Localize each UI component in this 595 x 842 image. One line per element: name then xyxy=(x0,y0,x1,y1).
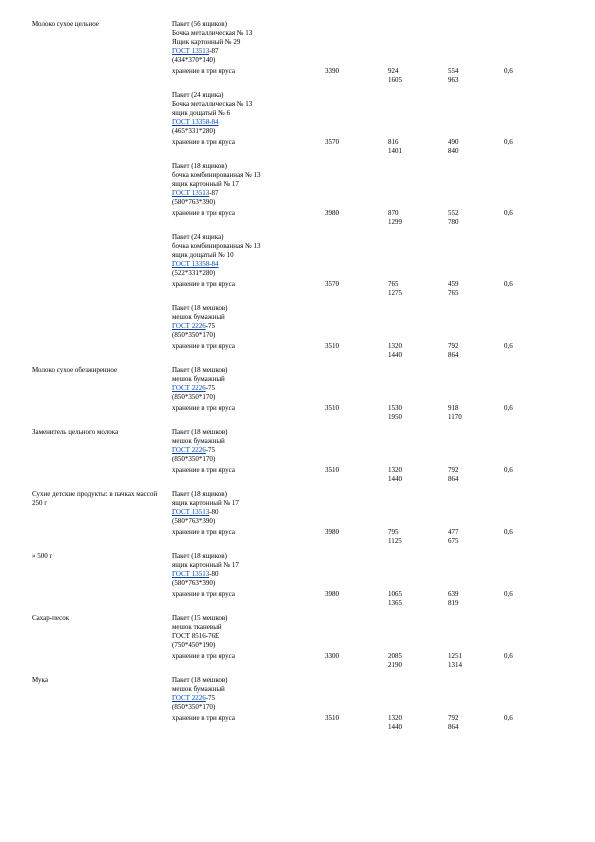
package-line: ГОСТ 8516-76Е xyxy=(172,632,220,640)
mass-1-top: 870 xyxy=(388,209,399,217)
area-value: 3570 xyxy=(325,138,339,146)
package-description xyxy=(172,162,312,207)
gost-year: -75 xyxy=(205,322,216,330)
mass-1-top: 816 xyxy=(388,138,399,146)
area-value: 3510 xyxy=(325,404,339,412)
mass-2-bottom: 780 xyxy=(448,218,459,226)
package-line: Пакет (18 ящиков) xyxy=(172,162,227,170)
package-line: Пакет (56 ящиков) xyxy=(172,20,227,28)
mass-2-bottom: 819 xyxy=(448,599,459,607)
storage-method: хранение в три яруса xyxy=(172,67,235,75)
height-value: 0,6 xyxy=(504,714,513,722)
mass-column-1 xyxy=(388,404,402,422)
height-value: 0,6 xyxy=(504,138,513,146)
mass-1-top: 1320 xyxy=(388,466,402,474)
package-line: Пакет (18 мешков) xyxy=(172,428,228,436)
package-dimensions: (580*763*390) xyxy=(172,579,216,587)
gost-line xyxy=(172,47,312,56)
mass-2-bottom: 675 xyxy=(448,537,459,545)
gost-standard-link[interactable]: ГОСТ 13358-84 xyxy=(172,260,219,268)
mass-1-top: 1065 xyxy=(388,590,402,598)
storage-method: хранение в три яруса xyxy=(172,466,235,474)
package-dimensions: (580*763*390) xyxy=(172,517,216,525)
area-value: 3300 xyxy=(325,652,339,660)
storage-method: хранение в три яруса xyxy=(172,528,235,536)
mass-column-2 xyxy=(448,652,462,670)
storage-method: хранение в три яруса xyxy=(172,280,235,288)
mass-2-bottom: 1170 xyxy=(448,413,462,421)
mass-column-2 xyxy=(448,404,462,422)
gost-line xyxy=(172,118,312,127)
height-value: 0,6 xyxy=(504,466,513,474)
mass-2-top: 477 xyxy=(448,528,459,536)
mass-2-bottom: 864 xyxy=(448,723,459,731)
gost-standard-link[interactable]: ГОСТ 13513 xyxy=(172,508,210,516)
package-line: Пакет (18 мешков) xyxy=(172,304,228,312)
gost-year: -87 xyxy=(209,189,219,197)
package-line: ящик картонный № 17 xyxy=(172,180,239,188)
product-name: Сахар-песок xyxy=(32,614,70,622)
gost-line xyxy=(172,446,312,455)
gost-line xyxy=(172,570,312,579)
gost-standard-link[interactable]: ГОСТ 2226 xyxy=(172,322,206,330)
package-line: Пакет (24 ящика) xyxy=(172,91,224,99)
storage-method: хранение в три яруса xyxy=(172,209,235,217)
package-line: мешок бумажный xyxy=(172,313,225,321)
package-dimensions: (850*350*170) xyxy=(172,331,216,339)
package-description xyxy=(172,91,312,136)
mass-2-top: 792 xyxy=(448,342,459,350)
gost-standard-link[interactable]: ГОСТ 13513 xyxy=(172,47,210,55)
mass-2-top: 639 xyxy=(448,590,459,598)
package-line: Пакет (24 ящика) xyxy=(172,233,224,241)
mass-column-2 xyxy=(448,280,459,298)
mass-1-bottom: 1401 xyxy=(388,147,402,155)
product-name: Молоко сухое обезжиренное xyxy=(32,366,118,374)
mass-1-top: 924 xyxy=(388,67,399,75)
height-value: 0,6 xyxy=(504,528,513,536)
package-line: мешок бумажный xyxy=(172,375,225,383)
mass-2-top: 792 xyxy=(448,466,459,474)
package-line: ящик картонный № 17 xyxy=(172,499,239,507)
area-value: 3510 xyxy=(325,466,339,474)
height-value: 0,6 xyxy=(504,652,513,660)
gost-year: -87 xyxy=(209,47,219,55)
mass-2-top: 918 xyxy=(448,404,459,412)
mass-2-top: 459 xyxy=(448,280,459,288)
mass-2-top: 552 xyxy=(448,209,459,217)
gost-standard-link[interactable]: ГОСТ 13513 xyxy=(172,570,210,578)
package-line: мешок тканевый xyxy=(172,623,222,631)
package-line: Бочка металлическая № 13 xyxy=(172,29,253,37)
area-value: 3980 xyxy=(325,528,339,536)
mass-2-top: 490 xyxy=(448,138,459,146)
mass-1-bottom: 1299 xyxy=(388,218,402,226)
mass-2-bottom: 864 xyxy=(448,475,459,483)
mass-column-1 xyxy=(388,590,402,608)
mass-1-top: 765 xyxy=(388,280,399,288)
gost-line xyxy=(172,189,312,198)
package-dimensions: (434*370*140) xyxy=(172,56,216,64)
package-description xyxy=(172,614,312,650)
package-description xyxy=(172,552,312,588)
package-description xyxy=(172,428,312,464)
package-line: ящик дощатый № 10 xyxy=(172,251,234,259)
mass-column-2 xyxy=(448,67,459,85)
package-line: бочка комбинированная № 13 xyxy=(172,242,261,250)
mass-column-2 xyxy=(448,714,459,732)
package-description xyxy=(172,304,312,340)
package-line: ящик дощатый № 6 xyxy=(172,109,231,117)
gost-line xyxy=(172,694,312,703)
gost-year: -80 xyxy=(209,570,219,578)
height-value: 0,6 xyxy=(504,590,513,598)
mass-column-2 xyxy=(448,466,459,484)
mass-1-bottom: 1950 xyxy=(388,413,402,421)
mass-column-2 xyxy=(448,209,459,227)
storage-method: хранение в три яруса xyxy=(172,714,235,722)
product-name: » 500 г xyxy=(32,552,53,560)
package-dimensions: (465*331*280) xyxy=(172,127,216,135)
mass-1-top: 2085 xyxy=(388,652,402,660)
storage-method: хранение в три яруса xyxy=(172,342,235,350)
area-value: 3390 xyxy=(325,67,339,75)
mass-column-2 xyxy=(448,342,459,360)
gost-standard-link[interactable]: ГОСТ 2226 xyxy=(172,694,206,702)
height-value: 0,6 xyxy=(504,342,513,350)
package-line: мешок бумажный xyxy=(172,685,225,693)
mass-1-top: 1530 xyxy=(388,404,402,412)
storage-method: хранение в три яруса xyxy=(172,590,235,598)
height-value: 0,6 xyxy=(504,280,513,288)
mass-2-top: 792 xyxy=(448,714,459,722)
gost-standard-link[interactable]: ГОСТ 13513 xyxy=(172,189,210,197)
mass-2-bottom: 864 xyxy=(448,351,459,359)
storage-method: хранение в три яруса xyxy=(172,652,235,660)
package-line: Пакет (18 ящиков) xyxy=(172,490,227,498)
height-value: 0,6 xyxy=(504,67,513,75)
package-description xyxy=(172,366,312,402)
package-line: Пакет (18 мешков) xyxy=(172,366,228,374)
mass-1-bottom: 1440 xyxy=(388,475,402,483)
mass-1-top: 1320 xyxy=(388,342,402,350)
package-dimensions: (750*450*190) xyxy=(172,641,216,649)
package-description xyxy=(172,20,312,65)
mass-1-bottom: 1440 xyxy=(388,723,402,731)
height-value: 0,6 xyxy=(504,404,513,412)
mass-column-1 xyxy=(388,280,402,298)
gost-standard-link[interactable]: ГОСТ 2226 xyxy=(172,446,206,454)
area-value: 3570 xyxy=(325,280,339,288)
storage-method: хранение в три яруса xyxy=(172,404,235,412)
package-line: ящик картонный № 17 xyxy=(172,561,239,569)
package-line: бочка комбинированная № 13 xyxy=(172,171,261,179)
gost-year: -80 xyxy=(209,508,219,516)
package-line: Пакет (18 ящиков) xyxy=(172,552,227,560)
mass-2-top: 1251 xyxy=(448,652,462,660)
mass-column-1 xyxy=(388,138,402,156)
area-value: 3510 xyxy=(325,342,339,350)
mass-column-2 xyxy=(448,138,459,156)
gost-standard-link[interactable]: ГОСТ 2226 xyxy=(172,384,206,392)
mass-column-1 xyxy=(388,466,402,484)
mass-1-bottom: 2190 xyxy=(388,661,402,669)
mass-1-bottom: 1605 xyxy=(388,76,402,84)
gost-standard-link[interactable]: ГОСТ 13358-84 xyxy=(172,118,219,126)
mass-column-1 xyxy=(388,652,402,670)
package-description xyxy=(172,233,312,278)
package-line: Бочка металлическая № 13 xyxy=(172,100,253,108)
area-value: 3980 xyxy=(325,590,339,598)
package-dimensions: (850*350*170) xyxy=(172,703,216,711)
gost-line xyxy=(172,260,312,269)
package-line: Пакет (15 мешков) xyxy=(172,614,228,622)
gost-line xyxy=(172,384,312,393)
package-dimensions: (522*331*280) xyxy=(172,269,216,277)
mass-2-top: 554 xyxy=(448,67,459,75)
mass-1-bottom: 1365 xyxy=(388,599,402,607)
area-value: 3510 xyxy=(325,714,339,722)
mass-column-1 xyxy=(388,342,402,360)
package-description xyxy=(172,490,312,526)
mass-column-1 xyxy=(388,714,402,732)
mass-1-bottom: 1125 xyxy=(388,537,402,545)
product-name: Сухие детские продукты: в пачках массой 250 г xyxy=(32,490,158,507)
package-line: Ящик картонный № 29 xyxy=(172,38,241,46)
mass-2-bottom: 765 xyxy=(448,289,459,297)
mass-1-bottom: 1440 xyxy=(388,351,402,359)
gost-line xyxy=(172,508,312,517)
gost-year: -75 xyxy=(205,384,216,392)
mass-column-1 xyxy=(388,528,402,546)
mass-column-1 xyxy=(388,209,402,227)
storage-method: хранение в три яруса xyxy=(172,138,235,146)
mass-column-1 xyxy=(388,67,402,85)
package-line: мешок бумажный xyxy=(172,437,225,445)
area-value: 3980 xyxy=(325,209,339,217)
package-dimensions: (850*350*170) xyxy=(172,393,216,401)
gost-year: -75 xyxy=(205,694,216,702)
package-line: Пакет (18 мешков) xyxy=(172,676,228,684)
mass-2-bottom: 963 xyxy=(448,76,459,84)
product-name: Молоко сухое цельное xyxy=(32,20,99,28)
package-dimensions: (850*350*170) xyxy=(172,455,216,463)
mass-column-2 xyxy=(448,528,459,546)
gost-year: -75 xyxy=(205,446,216,454)
product-name: Заменитель цельного молока xyxy=(32,428,119,436)
product-name: Мука xyxy=(32,676,48,684)
mass-1-top: 1320 xyxy=(388,714,402,722)
mass-2-bottom: 840 xyxy=(448,147,459,155)
package-description xyxy=(172,676,312,712)
height-value: 0,6 xyxy=(504,209,513,217)
mass-1-bottom: 1275 xyxy=(388,289,402,297)
mass-1-top: 795 xyxy=(388,528,399,536)
mass-column-2 xyxy=(448,590,459,608)
package-dimensions: (580*763*390) xyxy=(172,198,216,206)
gost-line xyxy=(172,322,312,331)
mass-2-bottom: 1314 xyxy=(448,661,462,669)
